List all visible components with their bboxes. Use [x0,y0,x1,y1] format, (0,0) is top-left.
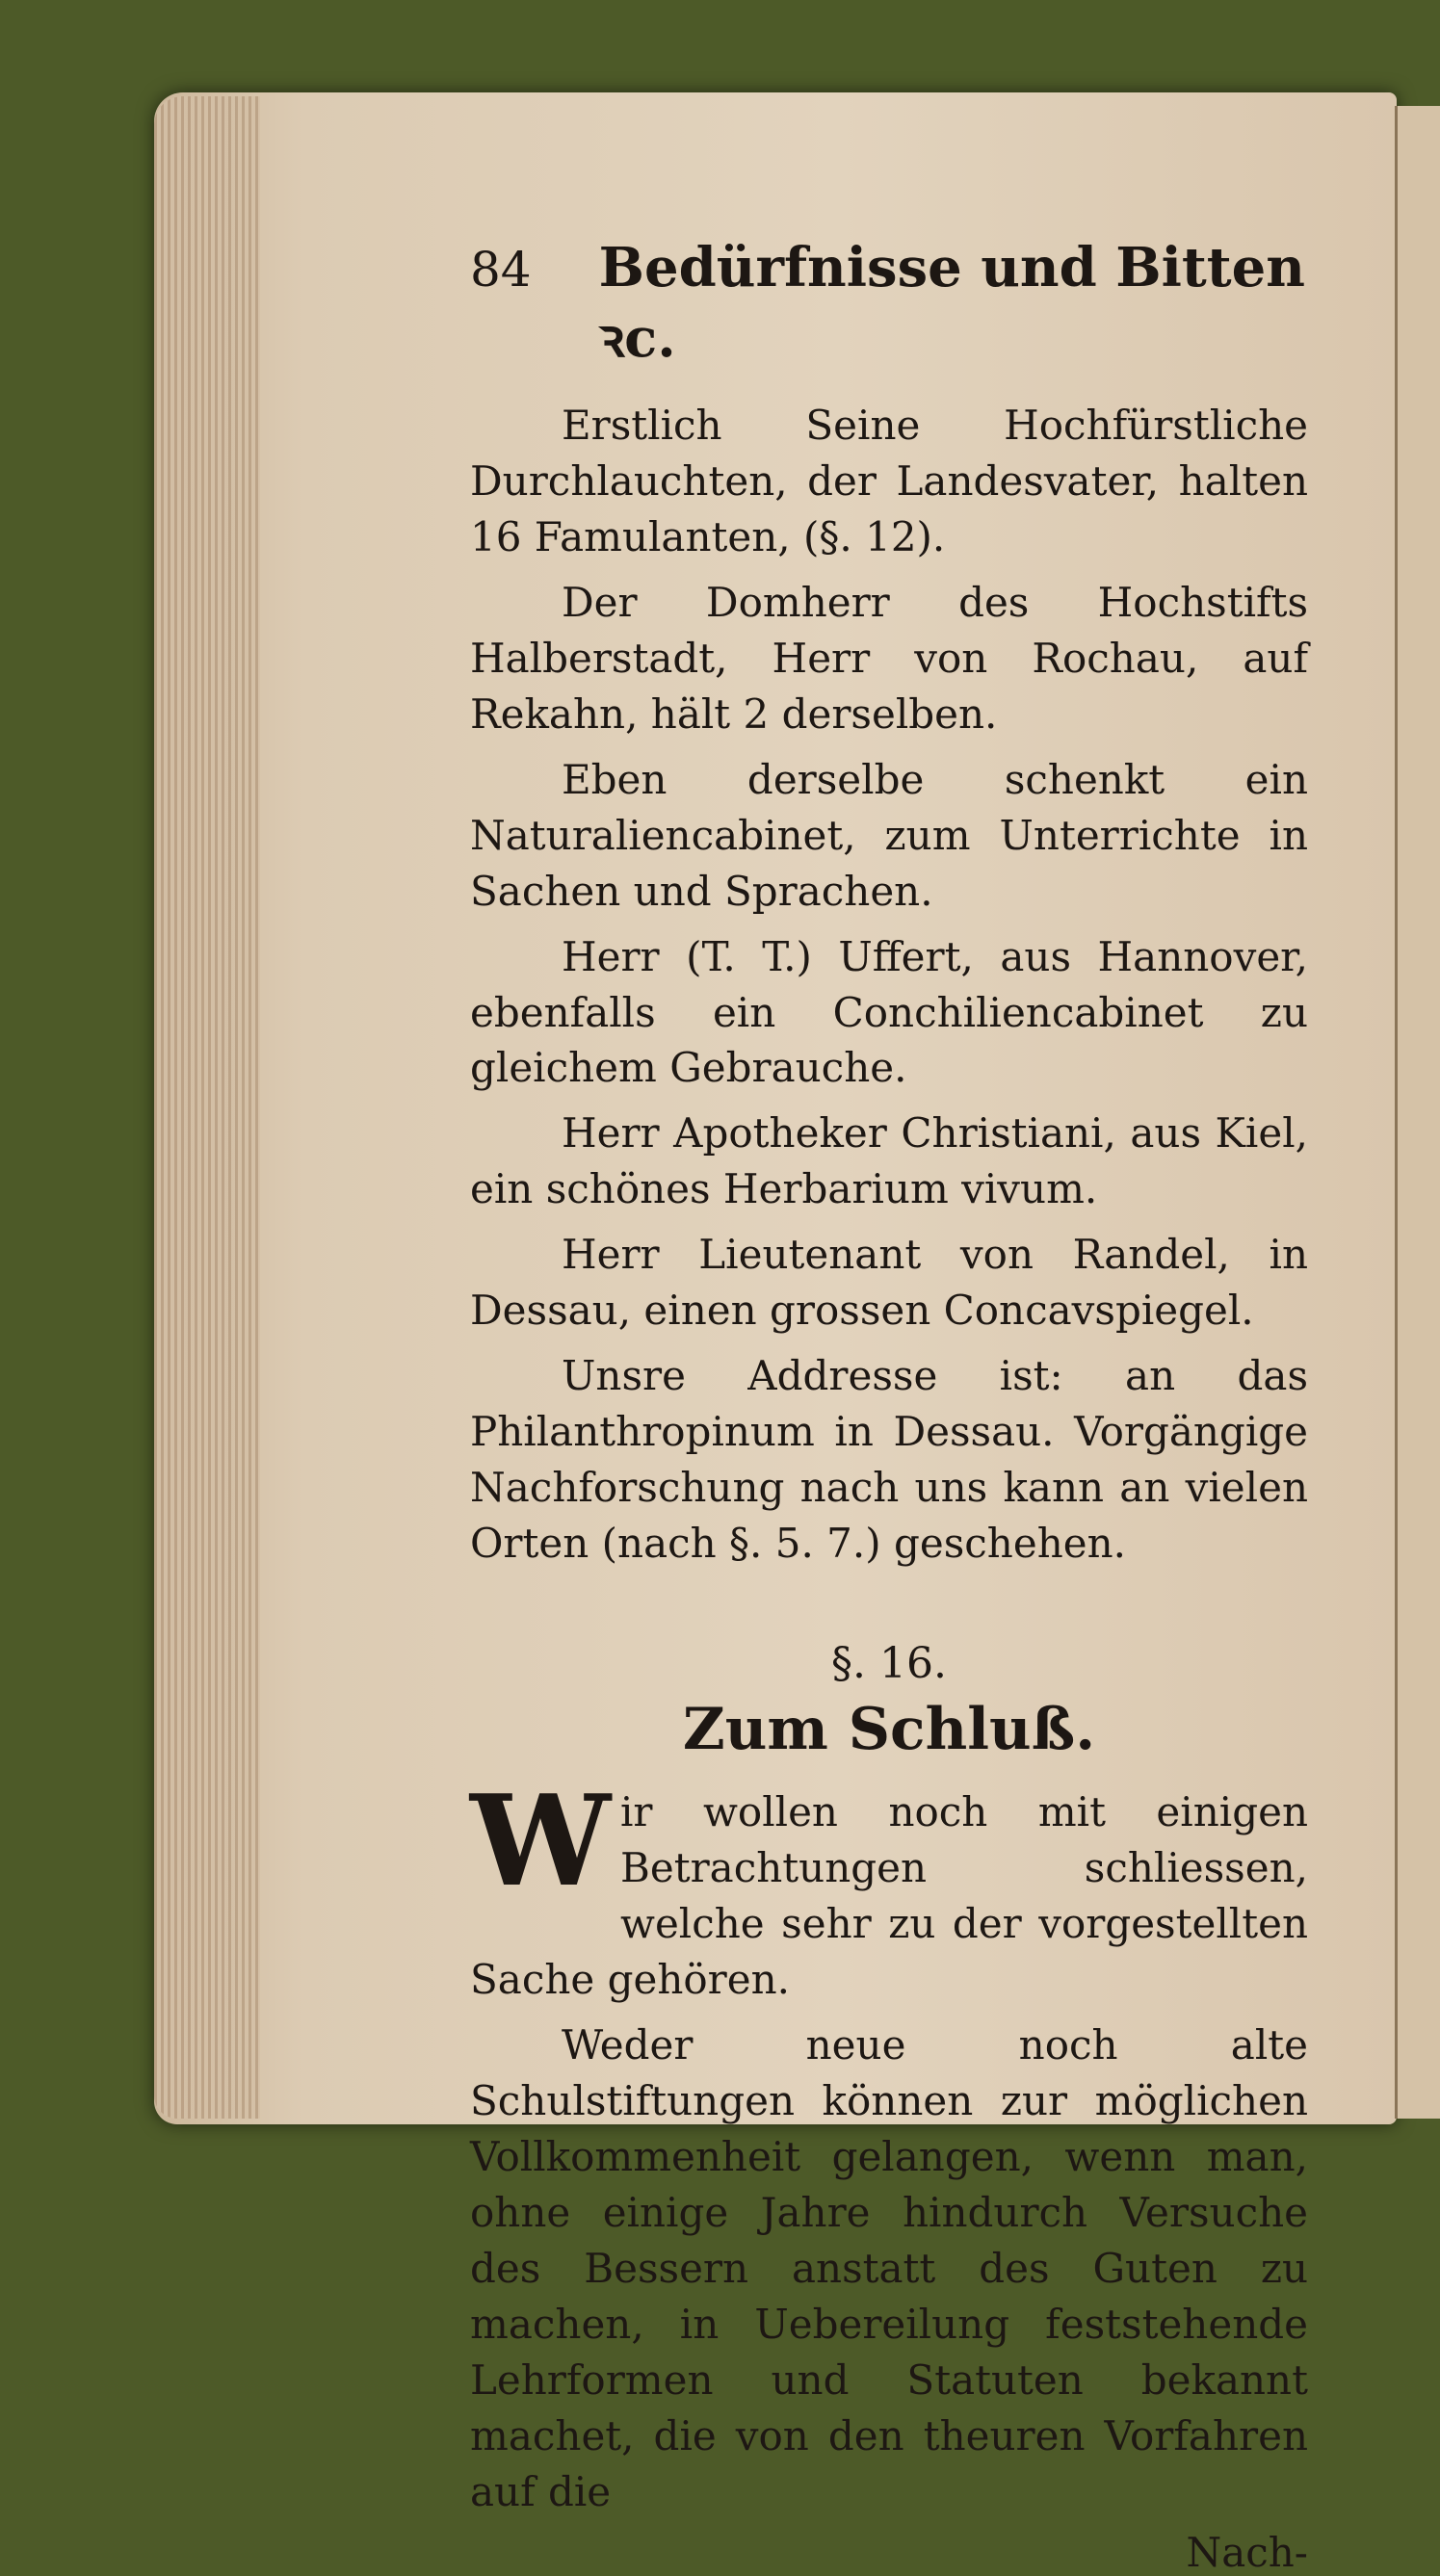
next-page-edge [1395,106,1440,2119]
paragraph: Herr (T. T.) Uffert, aus Hannover, ebenfalls ein Conchiliencabinet zu gleichem Gebrauche. [470,932,1308,1092]
drop-cap: W [470,1767,611,1915]
section-title: Zum Schluß. [682,1696,1096,1764]
catchword: Nach- [1186,2529,1308,2576]
paragraph: Eben derselbe schenkt ein Naturaliencabinet, zum Unterrichte in Sachen und Sprachen. [470,755,1308,915]
paragraph: Herr Apotheker Christiani, aus Kiel, ein schönes Herbarium vivum. [470,1109,1308,1213]
page-header [470,236,1308,373]
running-title: Bedürfnisse und Bitten ꝛc. [598,236,1305,370]
page-stack-edge [154,96,260,2119]
first-paragraph-text: ir wollen noch mit einigen Betrachtungen schliessen, welche sehr zu der vorgestellten Sache gehören. [470,1788,1308,2003]
paragraph: Der Domherr des Hochstifts Halberstadt, Herr von Rochau, auf Rekahn, hält 2 derselben. [470,578,1308,738]
paragraph: Erstlich Seine Hochfürstliche Durchlauchten, der Landesvater, halten 16 Famulanten, (§. 12). [470,402,1308,560]
page-number: 84 [470,242,532,298]
paragraph: Herr Lieutenant von Randel, in Dessau, einen grossen Concavspiegel. [470,1231,1308,1335]
paragraph: Unsre Addresse ist: an das Philanthropinum in Dessau. Vorgängige Nachforschung nach uns kann an vielen Orten (nach §. 5. 7.) geschehen. [470,1352,1308,1568]
page-text [470,236,1308,2576]
paragraph: Weder neue noch alte Schulstiftungen können zur möglichen Vollkommenheit gelangen, wenn man, ohne einige Jahre hindurch Versuche des Bessern anstatt des Guten zu machen, in Uebereilung feststehende Lehrformen und Statuten bekannt machet, die von den theuren Vorfahren auf die [470,2020,1308,2515]
section-number: §. 16. [831,1639,947,1689]
section-first-paragraph [470,1767,1308,2008]
